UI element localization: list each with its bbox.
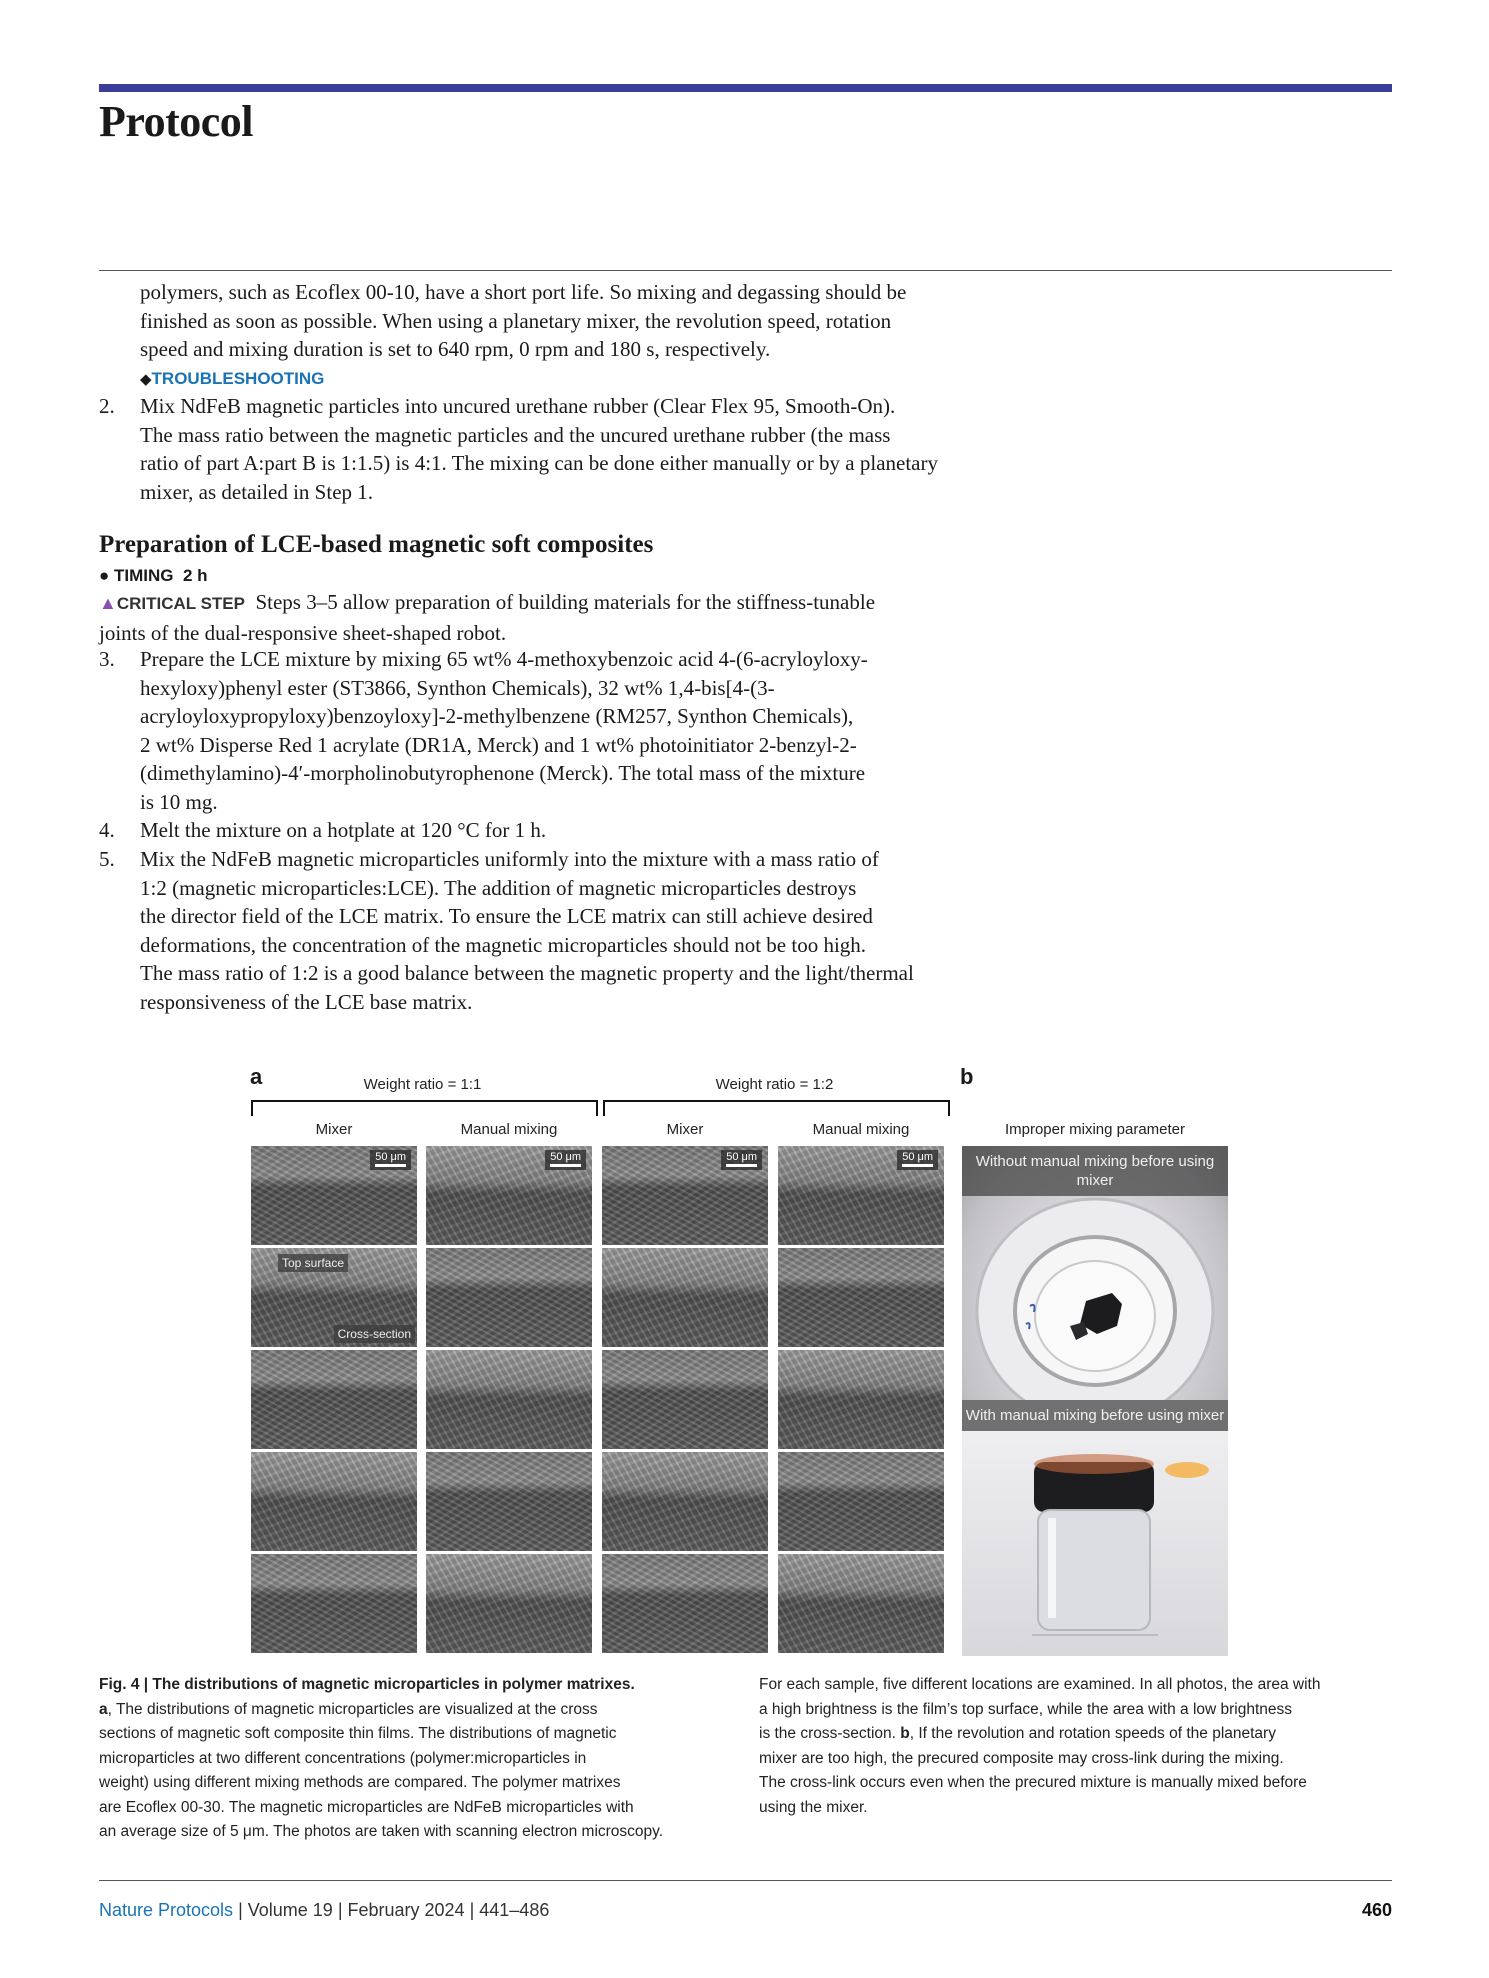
header-accent-bar <box>99 84 1392 92</box>
sem-image <box>426 1248 592 1347</box>
sem-image <box>251 1350 417 1449</box>
sem-image: 50 μm <box>251 1146 417 1245</box>
col-label-3: Mixer <box>666 1121 704 1138</box>
group2-label: Weight ratio = 1:2 <box>715 1076 834 1093</box>
photo-caption-2: With manual mixing before using mixer <box>962 1400 1228 1431</box>
panel-b-title: Improper mixing parameter <box>1004 1121 1186 1138</box>
step3-text: Prepare the LCE mixture by mixing 65 wt% 4-methoxybenzoic acid 4-(6-acryloyloxy- hexyloxy)phenyl ester (ST3866, Synthon Chemicals), 32 wt% 1,4-bis[4-(3- acryloyloxypropyloxy)benzoyloxy]-2-methylbenzene (RM257, Synthon Chemicals), 2 wt% Disperse Red 1 acrylate (DR1A, Merck) and 1 wt% photoinitiator 2-benzyl-2- (dimethylamino)-4′-morpholinobutyrophenone (Merck). The total mass of the mixture is 10 mg. <box>140 647 868 814</box>
photo-without-manual-mixing <box>962 1146 1228 1400</box>
col-label-2: Manual mixing <box>460 1121 558 1138</box>
diamond-icon: ◆ <box>140 370 152 388</box>
sem-image <box>602 1452 768 1551</box>
panel-a-letter: a <box>250 1064 263 1089</box>
sem-image <box>251 1248 417 1347</box>
photo-caption-1: Without manual mixing before using mixer <box>962 1146 1228 1196</box>
step4-number: 4. <box>99 818 115 842</box>
group1-label: Weight ratio = 1:1 <box>363 1076 482 1093</box>
troubleshooting-link[interactable]: TROUBLESHOOTING <box>151 368 325 388</box>
footer-citation: Nature Protocols | Volume 19 | February 2024 | 441–486 <box>99 1900 550 1920</box>
top-surface-label: Top surface <box>278 1254 348 1272</box>
step2-number: 2. <box>99 394 115 418</box>
group1-bracket <box>251 1100 598 1116</box>
step3-number: 3. <box>99 647 115 671</box>
col-label-4: Manual mixing <box>812 1121 910 1138</box>
col-label-1: Mixer <box>315 1121 353 1138</box>
panel-b-letter: b <box>960 1064 974 1089</box>
step2-text: Mix NdFeB magnetic particles into uncured urethane rubber (Clear Flex 95, Smooth-On). The mass ratio between the magnetic particles and the uncured urethane rubber (the mass ratio of part A:part B is 1:1.5) is 4:1. The mixing can be done either manually or by a planetary mixer, as detailed in Step 1. <box>140 394 938 504</box>
figure-caption-left: Fig. 4 | The distributions of magnetic microparticles in polymer matrixes. a, The distributions of magnetic microparticles are visualized at the cross sections of magnetic soft composite thin films. The distributions of magnetic microparticles at two different concentrations (polymer:microparticles in weight) using different mixing methods are compared. The polymer matrixes are Ecoflex 00-30. The magnetic microparticles are NdFeB microparticles with an average size of 5 μm. The photos are taken with scanning electron microscopy. <box>99 1673 739 1845</box>
sem-image <box>602 1554 768 1653</box>
step5-text: Mix the NdFeB magnetic microparticles uniformly into the mixture with a mass ratio of 1:2 (magnetic microparticles:LCE). The addition of magnetic microparticles destroys the director field of the LCE matrix. To ensure the LCE matrix can still achieve desired deformations, the concentration of the magnetic microparticles should not be too high. The mass ratio of 1:2 is a good balance between the magnetic property and the light/thermal responsiveness of the LCE base matrix. <box>140 847 914 1014</box>
critical-step-block: ▲CRITICAL STEP Steps 3–5 allow preparation of building materials for the stiffness-tunable joints of the dual-responsive sheet-shaped robot. <box>99 590 876 645</box>
step5-number: 5. <box>99 847 115 871</box>
header-rule <box>99 270 1392 271</box>
sem-image <box>602 1350 768 1449</box>
timing-line: ● TIMING 2 h <box>99 566 208 585</box>
sem-image: 50 μm <box>778 1146 944 1245</box>
sem-image <box>251 1452 417 1551</box>
sem-image <box>778 1350 944 1449</box>
vial-illustration <box>962 1400 1228 1656</box>
sem-image <box>251 1554 417 1653</box>
footer-rule <box>99 1880 1392 1881</box>
page-section-title: Protocol <box>99 97 254 146</box>
sem-image: 50 μm <box>602 1146 768 1245</box>
figure-caption-right: For each sample, five different locations are examined. In all photos, the area with a high brightness is the film’s top surface, while the area with a low brightness is the cross-section. b, If the revolution and rotation speeds of the planetary mixer are too high, the precured composite may cross-link during the mixing. The cross-link occurs even when the precured mixture is manually mixed before using the mixer. <box>759 1676 1321 1816</box>
photo-with-manual-mixing <box>962 1400 1228 1656</box>
figure-label: Fig. 4 | The distributions of magnetic microparticles in polymer matrixes. <box>99 1676 635 1693</box>
sem-image <box>426 1350 592 1449</box>
sem-image <box>426 1554 592 1653</box>
cross-section-label: Cross-section <box>334 1325 415 1343</box>
page-number: 460 <box>1361 1900 1392 1920</box>
step1-continued-text: polymers, such as Ecoflex 00-10, have a short port life. So mixing and degassing should be finished as soon as possible. When using a planetary mixer, the revolution speed, rotation speed and mixing duration is set to 640 rpm, 0 rpm and 180 s, respectively. ◆TROUBLESHOOTING <box>140 280 907 388</box>
sem-image <box>602 1248 768 1347</box>
bullet-icon: ● <box>99 566 110 585</box>
sem-image: 50 μm <box>426 1146 592 1245</box>
sem-image <box>778 1452 944 1551</box>
journal-name[interactable]: Nature Protocols <box>99 1900 234 1920</box>
step4-text: Melt the mixture on a hotplate at 120 °C for 1 h. <box>140 818 547 842</box>
sem-image <box>426 1452 592 1551</box>
group2-bracket <box>603 1100 950 1116</box>
triangle-icon: ▲ <box>99 593 117 613</box>
section-heading: Preparation of LCE-based magnetic soft composites <box>99 531 654 558</box>
sem-image <box>778 1554 944 1653</box>
sem-image <box>778 1248 944 1347</box>
